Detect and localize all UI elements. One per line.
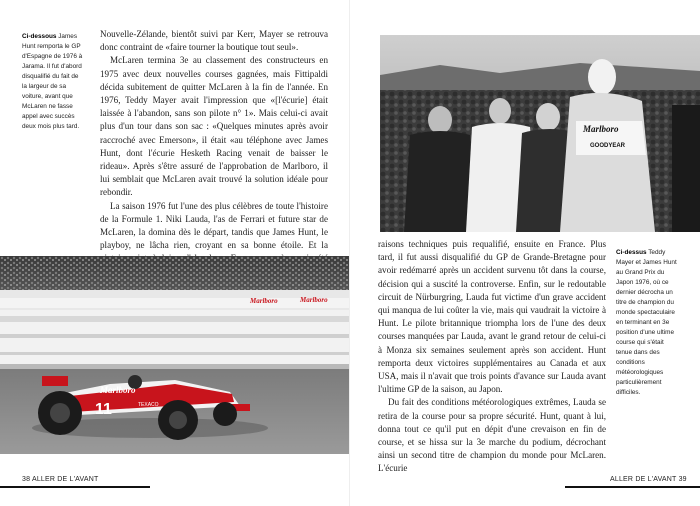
suit-brand: Marlboro (583, 124, 619, 134)
race-car-illustration (0, 256, 350, 454)
section-title: ALLER DE L'AVANT (610, 476, 677, 483)
paragraph: Du fait des conditions météorologiques extrêmes, Lauda se retira de la course pour sa propre sécurité. Hunt, quant à lui, donna tout ce qu'il put en dépit d'une crevaison en fin de course, et se hissa sur la 3e marche du podium, décrochant ainsi un second titre de champion du monde pour McLaren. L'écurie (378, 397, 606, 474)
left-footer (22, 476, 98, 483)
banner-text: Marlboro (250, 297, 278, 305)
team-photo (380, 35, 700, 232)
page-number: 39 (678, 476, 687, 483)
paragraph: La saison 1976 fut l'une des plus célèbres de toute l'histoire de la Formule 1. Niki Lauda, l'as de Ferrari et future star de McLaren, la domina dès le départ, tandis que James Hunt, le playboy, ne lâcha rien, croyant en sa bonne étoile. Et la (100, 200, 328, 251)
right-footer (610, 476, 687, 483)
suit-sponsor: GOODYEAR (590, 143, 626, 149)
caption-text: James Hunt remporta le GP d'Espagne de 1976 à Jarama. Il fut d'abord disqualifié du fait de la largeur de sa voiture, avant que McLaren ne fasse appel avec succès deux mois plus tard. (22, 33, 83, 130)
team-illustration (380, 35, 700, 232)
caption-lead: Ci-dessous (22, 33, 57, 40)
caption-text: Teddy Mayer et James Hunt au Grand Prix du Japon 1976, où ce dernier décrocha un titre de champion du monde spectaculaire en terminant en 3e position d'une ultime course qui s'était tenue dans des conditions météorologiques particulièrement difficiles. (616, 249, 677, 396)
right-body-text (378, 238, 606, 476)
right-page (350, 0, 700, 506)
car-number: 11 (95, 401, 112, 418)
paragraph: McLaren termina 3e au classement des constructeurs en 1975 avec deux nouvelles courses gagnées, mais Fittipaldi décida subitement de quitter McLaren à la fin de l'année. En 1976, Teddy Mayer avait l'impression que «[l'écurie] était laissée à l'abandon, sans son pilote n° 1». Mais celui-ci avait plus d'un tour dans son sac : «Quelques minutes après avoir raccroché avec Emerson», il était «au téléphone avec James Hunt, dont l'écurie Hesketh Racing venait de baisser le rideau». Après s'être assuré de l'approbation de Marlboro, il lui semblait que McLaren avait trouvé la solution idéale pour rebondir. (100, 55, 328, 198)
right-photo-caption (616, 248, 679, 398)
footer-rule (0, 486, 150, 488)
left-photo-caption (22, 32, 85, 132)
section-title: ALLER DE L'AVANT (31, 476, 99, 483)
race-car-photo (0, 256, 350, 454)
paragraph: raisons techniques puis requalifié, ensuite en France. Plus tard, il fut aussi disqualifié du GP de Grande-Bretagne pour avoir redémarré après un accident survenu tôt dans la course, décision qui a suscité la controverse. Enfin, sur le redoutable circuit de Nürburgring, Lauda fut victime d'un grave accident qui manqua de lui coûter la vie, mais qui vaudrait la victoire à Hunt. Le pilote britannique triompha lors de l'une des deux courses manquées par Lauda, avant le grand retour de celui-ci à Monza six semaines seulement après son accident. Hunt remporta deux victoires supplémentaires au Canada et aux USA, mais il n'avait que trois points d'avance sur Lauda avant l'ultime GP de la saison, au Japon. (378, 239, 606, 395)
footer-rule (565, 486, 700, 488)
caption-lead: Ci-dessus (616, 249, 647, 256)
paragraph: Nouvelle-Zélande, bientôt suivi par Kerr, Mayer se retrouva donc contraint de «faire tourner la boutique tout seul». (100, 29, 328, 53)
left-body-text (100, 28, 328, 279)
page-number: 38 (22, 476, 31, 483)
banner-text: Marlboro (300, 296, 328, 304)
car-brand: TEXACO (138, 402, 159, 408)
car-sponsor: Marlboro (100, 385, 136, 395)
